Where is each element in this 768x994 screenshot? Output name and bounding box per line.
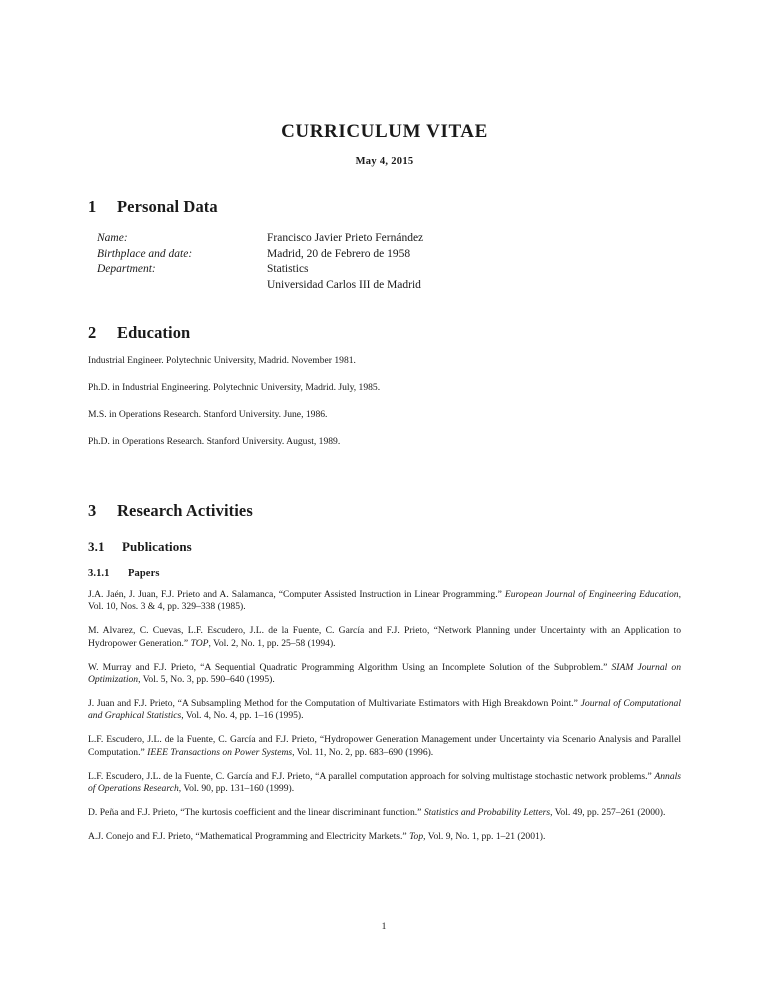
education-item: M.S. in Operations Research. Stanford University. June, 1986. xyxy=(88,409,328,421)
paper-title: “The kurtosis coefficient and the linear discriminant function.” xyxy=(177,806,422,818)
paper-title: “Mathematical Programming and Electricity Markets.” xyxy=(193,830,407,842)
document-date: May 4, 2015 xyxy=(355,156,414,167)
personal-value-birthplace: Madrid, 20 de Febrero de 1958 xyxy=(267,247,411,260)
paper-title: “A Subsampling Method for the Computation of Multivariate Estimators with High Breakdown Point.” xyxy=(174,697,578,709)
paper-details: , Vol. 10, Nos. 3 & 4, pp. 329–338 (1985). xyxy=(88,589,681,613)
personal-row xyxy=(97,231,681,247)
paper-entry xyxy=(88,734,681,770)
paper-journal: SIAM Journal on Optimization xyxy=(88,661,681,686)
paper-journal: Statistics and Probability Letters xyxy=(423,806,551,818)
paper-title: “A parallel computation approach for solving multistage stochastic network problems.” xyxy=(312,770,652,782)
paper-authors: A.J. Conejo and F.J. Prieto, xyxy=(88,830,194,842)
paper-entry xyxy=(88,625,681,661)
paper-details: , Vol. 4, No. 4, pp. 1–16 (1995). xyxy=(181,710,304,722)
paper-authors: D. Peña and F.J. Prieto, xyxy=(88,806,178,818)
paper-authors: L.F. Escudero, J.L. de la Fuente, C. García and F.J. Prieto, xyxy=(88,734,317,746)
paper-authors: W. Murray and F.J. Prieto, xyxy=(88,661,197,673)
page-number: 1 xyxy=(381,921,387,932)
personal-value-university: Universidad Carlos III de Madrid xyxy=(267,278,421,291)
paper-details: , Vol. 2, No. 1, pp. 25–58 (1994). xyxy=(208,637,336,649)
paper-journal: TOP xyxy=(190,637,209,649)
personal-label-birthplace: Birthplace and date: xyxy=(97,247,193,260)
education-item: Industrial Engineer. Polytechnic University, Madrid. November 1981. xyxy=(88,355,356,367)
paper-details: , Vol. 11, No. 2, pp. 683–690 (1996). xyxy=(292,746,434,758)
paper-title: “Network Planning under Uncertainty with an Application to Hydropower Generation.” xyxy=(88,625,682,649)
personal-label-name: Name: xyxy=(97,232,128,244)
paper-authors: L.F. Escudero, J.L. de la Fuente, C. García and F.J. Prieto, xyxy=(88,770,313,782)
personal-value-name: Francisco Javier Prieto Fernández xyxy=(267,232,424,244)
paper-journal: Journal of Computational and Graphical Statistics xyxy=(88,697,681,722)
section-title-3: Research Activities xyxy=(117,501,253,520)
paper-entry xyxy=(88,831,681,855)
paper-journal: European Journal of Engineering Education xyxy=(504,589,679,600)
paper-journal: Top xyxy=(409,830,424,842)
paper-details: , Vol. 9, No. 1, pp. 1–21 (2001). xyxy=(423,830,546,842)
personal-data-table xyxy=(88,217,681,293)
paper-title: “Computer Assisted Instruction in Linear Programming.” xyxy=(275,589,502,600)
paper-entry xyxy=(88,771,681,807)
subsection-title-31: Publications xyxy=(122,539,192,554)
paper-authors: J. Juan and F.J. Prieto, xyxy=(88,697,175,709)
education-item: Ph.D. in Operations Research. Stanford University. August, 1989. xyxy=(88,436,341,448)
paper-journal: IEEE Transactions on Power Systems xyxy=(147,746,293,758)
section-number-3: 3 xyxy=(88,501,97,520)
paper-entry xyxy=(88,662,681,698)
paper-authors: J.A. Jaén, J. Juan, F.J. Prieto and A. Salamanca, xyxy=(88,589,276,600)
paper-entry xyxy=(88,698,681,734)
personal-value-department: Statistics xyxy=(267,263,309,276)
section-heading-research-activities xyxy=(88,463,681,521)
personal-label-department: Department: xyxy=(97,263,156,276)
paper-entry xyxy=(88,589,681,625)
page-title: CURRICULUM VITAE xyxy=(281,121,488,142)
subsubsection-heading-papers xyxy=(88,555,681,579)
subsubsection-title-311: Papers xyxy=(128,568,160,579)
personal-row xyxy=(97,262,681,278)
page-content xyxy=(88,0,681,855)
papers-list xyxy=(88,579,681,855)
subsection-heading-publications xyxy=(88,521,681,555)
section-title-1: Personal Data xyxy=(117,197,218,216)
paper-title: “A Sequential Quadratic Programming Algorithm Using an Incomplete Solution of the Subproblem.” xyxy=(196,661,608,673)
paper-details: , Vol. 49, pp. 257–261 (2000). xyxy=(550,806,666,818)
section-heading-education xyxy=(88,293,681,343)
paper-details: , Vol. 5, No. 3, pp. 590–640 (1995). xyxy=(138,674,275,686)
paper-journal: Annals of Operations Research xyxy=(88,770,682,794)
paper-details: , Vol. 90, pp. 131–160 (1999). xyxy=(178,782,295,794)
section-number-1: 1 xyxy=(88,197,97,216)
subsection-number-31: 3.1 xyxy=(88,539,105,554)
paper-authors: M. Alvarez, C. Cuevas, L.F. Escudero, J.L. de la Fuente, C. García and F.J. Prieto, xyxy=(88,625,430,637)
personal-row xyxy=(97,247,681,263)
section-number-2: 2 xyxy=(88,323,97,343)
section-heading-personal-data xyxy=(88,167,681,217)
education-item: Ph.D. in Industrial Engineering. Polytechnic University, Madrid. July, 1985. xyxy=(88,382,381,394)
subsubsection-number-311: 3.1.1 xyxy=(88,568,110,579)
paper-title: “Hydropower Generation Management under Uncertainty via Scenario Analysis and Parallel Computation.” xyxy=(88,734,682,758)
education-list xyxy=(88,343,681,463)
paper-entry xyxy=(88,807,681,831)
section-title-2: Education xyxy=(117,323,191,343)
